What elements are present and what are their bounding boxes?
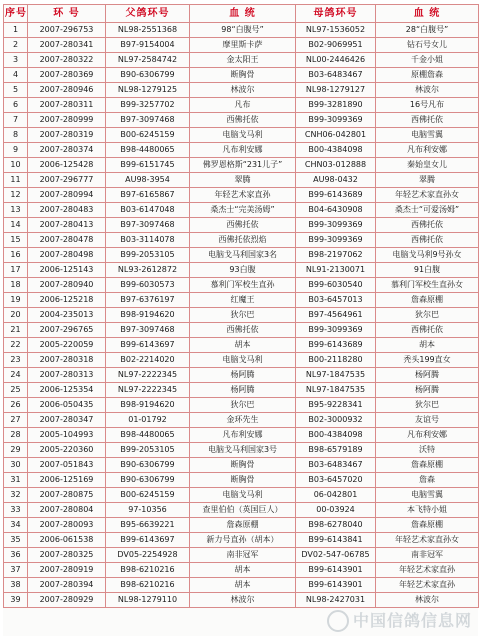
cell-sire-ring: B98-6210216 (106, 578, 190, 593)
cell-index: 12 (4, 188, 28, 203)
table-row (4, 353, 479, 368)
cell-sire-ring: B98-4480065 (106, 143, 190, 158)
cell-sire-ring: B99-2053105 (106, 443, 190, 458)
cell-dam-ring: 00-03924 (296, 503, 376, 518)
cell-sire-ring: B90-6306799 (106, 458, 190, 473)
cell-sire-ring: NL97-2222345 (106, 368, 190, 383)
table-header-row (4, 5, 479, 23)
cell-sire-ring: 01-01792 (106, 413, 190, 428)
cell-sire-ring: B02-2214020 (106, 353, 190, 368)
cell-dam-ring: B04-6430908 (296, 203, 376, 218)
cell-index: 15 (4, 233, 28, 248)
cell-ring-number: 2007-280313 (28, 368, 106, 383)
cell-dam-lineage: 林波尔 (376, 593, 479, 608)
cell-index: 14 (4, 218, 28, 233)
cell-index: 28 (4, 428, 28, 443)
cell-ring-number: 2007-280413 (28, 218, 106, 233)
cell-index: 5 (4, 83, 28, 98)
cell-dam-ring: CHN03-012888 (296, 158, 376, 173)
cell-sire-lineage: 红魔王 (190, 293, 296, 308)
cell-dam-lineage: 凡布利安娜 (376, 143, 479, 158)
cell-index: 23 (4, 353, 28, 368)
cell-dam-ring: CNH06-042801 (296, 128, 376, 143)
cell-sire-lineage: 南非冠军 (190, 548, 296, 563)
cell-dam-lineage: 友谊号 (376, 413, 479, 428)
cell-ring-number: 2007-280093 (28, 518, 106, 533)
cell-dam-lineage: 杨阿腾 (376, 383, 479, 398)
cell-sire-ring: B00-6245159 (106, 128, 190, 143)
cell-index: 3 (4, 53, 28, 68)
cell-sire-ring: NL98-1279125 (106, 83, 190, 98)
cell-dam-lineage: 南非冠军 (376, 548, 479, 563)
cell-sire-lineage: 电脑戈马利 (190, 128, 296, 143)
cell-dam-lineage: 詹森原棚 (376, 458, 479, 473)
cell-dam-ring: B02-3000932 (296, 413, 376, 428)
cell-sire-lineage: 胡本 (190, 563, 296, 578)
cell-dam-ring: B03-6457020 (296, 473, 376, 488)
cell-ring-number: 2007-296753 (28, 23, 106, 38)
table-row (4, 188, 479, 203)
table-row (4, 248, 479, 263)
cell-ring-number: 2007-280394 (28, 578, 106, 593)
table-row (4, 383, 479, 398)
cell-sire-ring: B00-6245159 (106, 488, 190, 503)
cell-ring-number: 2005-220059 (28, 338, 106, 353)
cell-ring-number: 2007-280322 (28, 53, 106, 68)
cell-index: 4 (4, 68, 28, 83)
cell-dam-ring: B00-2118280 (296, 353, 376, 368)
cell-dam-ring: B98-6278040 (296, 518, 376, 533)
cell-ring-number: 2007-280347 (28, 413, 106, 428)
cell-dam-ring: NL97-1847535 (296, 368, 376, 383)
pedigree-table (3, 4, 479, 608)
cell-ring-number: 2007-280919 (28, 563, 106, 578)
cell-dam-lineage: 秦始皇女儿 (376, 158, 479, 173)
cell-sire-lineage: 年轻艺术家直孙 (190, 188, 296, 203)
table-row (4, 488, 479, 503)
cell-dam-lineage: 年轻艺术家直孙 (376, 563, 479, 578)
cell-index: 33 (4, 503, 28, 518)
cell-sire-lineage: 狄尔巴 (190, 308, 296, 323)
cell-ring-number: 2007-280319 (28, 128, 106, 143)
cell-index: 7 (4, 113, 28, 128)
cell-sire-lineage: 翠腾 (190, 173, 296, 188)
cell-index: 27 (4, 413, 28, 428)
cell-sire-ring: B99-2053105 (106, 248, 190, 263)
cell-index: 22 (4, 338, 28, 353)
cell-sire-lineage: 詹森原棚 (190, 518, 296, 533)
cell-dam-lineage: 狄尔巴 (376, 398, 479, 413)
cell-ring-number: 2006-125218 (28, 293, 106, 308)
cell-index: 9 (4, 143, 28, 158)
cell-ring-number: 2005-104993 (28, 428, 106, 443)
cell-ring-number: 2004-235013 (28, 308, 106, 323)
header-ring-number: 环 号 (28, 5, 106, 23)
cell-sire-ring: B98-6210216 (106, 563, 190, 578)
table-row (4, 443, 479, 458)
table-row (4, 428, 479, 443)
table-row (4, 113, 479, 128)
cell-ring-number: 2007-280311 (28, 98, 106, 113)
cell-ring-number: 2007-280478 (28, 233, 106, 248)
cell-sire-ring: B98-9194620 (106, 398, 190, 413)
cell-dam-ring: NL97-1536052 (296, 23, 376, 38)
table-row (4, 83, 479, 98)
cell-index: 24 (4, 368, 28, 383)
cell-dam-lineage: 翠腾 (376, 173, 479, 188)
cell-ring-number: 2007-280369 (28, 68, 106, 83)
cell-index: 13 (4, 203, 28, 218)
table-row (4, 68, 479, 83)
cell-ring-number: 2007-280999 (28, 113, 106, 128)
cell-dam-ring: B03-6483467 (296, 458, 376, 473)
cell-ring-number: 2007-280318 (28, 353, 106, 368)
cell-index: 21 (4, 323, 28, 338)
table-row (4, 173, 479, 188)
table-row (4, 23, 479, 38)
cell-ring-number: 2007-296765 (28, 323, 106, 338)
cell-dam-ring: B99-6143901 (296, 563, 376, 578)
cell-ring-number: 2007-280325 (28, 548, 106, 563)
cell-ring-number: 2007-280804 (28, 503, 106, 518)
cell-sire-ring: AU98-3954 (106, 173, 190, 188)
cell-dam-ring: NL91-2130071 (296, 263, 376, 278)
cell-sire-lineage: 凡布利安娜 (190, 143, 296, 158)
table-row (4, 293, 479, 308)
cell-ring-number: 2007-051843 (28, 458, 106, 473)
cell-sire-lineage: 西佛托依 (190, 113, 296, 128)
cell-sire-ring: 97-10356 (106, 503, 190, 518)
cell-dam-lineage: 原棚詹森 (376, 68, 479, 83)
table-row (4, 128, 479, 143)
cell-sire-ring: B97-3097468 (106, 113, 190, 128)
table-row (4, 398, 479, 413)
cell-index: 39 (4, 593, 28, 608)
cell-index: 26 (4, 398, 28, 413)
cell-sire-ring: B99-6030573 (106, 278, 190, 293)
cell-sire-ring: B97-3097468 (106, 218, 190, 233)
cell-ring-number: 2006-125169 (28, 473, 106, 488)
cell-index: 36 (4, 548, 28, 563)
cell-ring-number: 2007-280498 (28, 248, 106, 263)
cell-ring-number: 2007-280929 (28, 593, 106, 608)
cell-sire-ring: B03-6147048 (106, 203, 190, 218)
cell-dam-ring: 06-042801 (296, 488, 376, 503)
table-row (4, 548, 479, 563)
cell-dam-lineage: 林波尔 (376, 83, 479, 98)
cell-sire-ring: B99-6151745 (106, 158, 190, 173)
cell-dam-ring: B99-3281890 (296, 98, 376, 113)
cell-dam-ring: B95-9228341 (296, 398, 376, 413)
cell-dam-lineage: 本飞特小姐 (376, 503, 479, 518)
cell-sire-lineage: 98“白腹号” (190, 23, 296, 38)
cell-sire-ring: NL97-2222345 (106, 383, 190, 398)
cell-sire-lineage: 摩里斯卡萨 (190, 38, 296, 53)
cell-index: 19 (4, 293, 28, 308)
header-sire-lineage: 血 统 (190, 5, 296, 23)
cell-index: 38 (4, 578, 28, 593)
cell-dam-ring: B03-6457013 (296, 293, 376, 308)
cell-sire-ring: B95-6639221 (106, 518, 190, 533)
cell-index: 8 (4, 128, 28, 143)
cell-sire-ring: B90-6306799 (106, 68, 190, 83)
cell-dam-ring: B99-3099369 (296, 233, 376, 248)
cell-sire-lineage: 金太阳王 (190, 53, 296, 68)
cell-dam-lineage: 16号凡布 (376, 98, 479, 113)
cell-dam-ring: B00-4384098 (296, 143, 376, 158)
table-row (4, 563, 479, 578)
cell-index: 31 (4, 473, 28, 488)
cell-sire-lineage: 断胸骨 (190, 68, 296, 83)
cell-ring-number: 2006-125428 (28, 158, 106, 173)
cell-dam-lineage: 西佛托依 (376, 113, 479, 128)
cell-dam-lineage: 西佛托依 (376, 323, 479, 338)
cell-index: 2 (4, 38, 28, 53)
cell-sire-lineage: 杨阿腾 (190, 383, 296, 398)
header-dam-lineage: 血 统 (376, 5, 479, 23)
cell-dam-ring: AU98-0432 (296, 173, 376, 188)
cell-sire-lineage: 新力号直孙（胡本） (190, 533, 296, 548)
cell-sire-lineage: 狄尔巴 (190, 398, 296, 413)
table-row (4, 338, 479, 353)
table-row (4, 308, 479, 323)
table-row (4, 203, 479, 218)
cell-index: 29 (4, 443, 28, 458)
header-dam-ring: 母鸽环号 (296, 5, 376, 23)
cell-sire-ring: B99-6143697 (106, 338, 190, 353)
cell-dam-lineage: 91白腹 (376, 263, 479, 278)
cell-sire-lineage: 断胸骨 (190, 473, 296, 488)
cell-dam-lineage: 桑杰士“可爱汤姆” (376, 203, 479, 218)
cell-sire-lineage: 西佛托依 (190, 218, 296, 233)
cell-dam-ring: B97-4564961 (296, 308, 376, 323)
cell-sire-ring: B99-3257702 (106, 98, 190, 113)
cell-sire-lineage: 断胸骨 (190, 458, 296, 473)
cell-ring-number: 2005-220360 (28, 443, 106, 458)
cell-dam-ring: DV02-547-06785 (296, 548, 376, 563)
table-row (4, 518, 479, 533)
cell-sire-ring: NL98-1279110 (106, 593, 190, 608)
cell-dam-lineage: 年轻艺术家直孙 (376, 578, 479, 593)
cell-ring-number: 2006-125143 (28, 263, 106, 278)
cell-sire-ring: B03-3114078 (106, 233, 190, 248)
cell-ring-number: 2006-050435 (28, 398, 106, 413)
cell-ring-number: 2006-061538 (28, 533, 106, 548)
cell-index: 17 (4, 263, 28, 278)
cell-ring-number: 2007-280875 (28, 488, 106, 503)
cell-sire-lineage: 电脑戈马利国家3号 (190, 443, 296, 458)
cell-dam-lineage: 千金小姐 (376, 53, 479, 68)
cell-sire-lineage: 佛罗恩格斯“231儿子” (190, 158, 296, 173)
cell-sire-lineage: 电脑戈马利国家3名 (190, 248, 296, 263)
cell-dam-lineage: 狄尔巴 (376, 308, 479, 323)
cell-sire-ring: NL93-2612872 (106, 263, 190, 278)
pedigree-document (3, 4, 478, 636)
table-row (4, 368, 479, 383)
cell-dam-lineage: 凡布利安娜 (376, 428, 479, 443)
header-index: 序号 (4, 5, 28, 23)
cell-dam-lineage: 西佛托依 (376, 218, 479, 233)
table-row (4, 143, 479, 158)
cell-dam-lineage: 电脑雪翼 (376, 128, 479, 143)
cell-dam-ring: NL98-2427031 (296, 593, 376, 608)
cell-dam-lineage: 沃特 (376, 443, 479, 458)
cell-sire-ring: NL98-2551368 (106, 23, 190, 38)
table-row (4, 263, 479, 278)
cell-ring-number: 2007-296777 (28, 173, 106, 188)
table-row (4, 158, 479, 173)
cell-ring-number: 2006-125354 (28, 383, 106, 398)
table-row (4, 458, 479, 473)
table-row (4, 413, 479, 428)
cell-sire-ring: NL97-2584742 (106, 53, 190, 68)
table-row (4, 98, 479, 113)
cell-index: 35 (4, 533, 28, 548)
cell-dam-ring: B99-3099369 (296, 113, 376, 128)
cell-index: 20 (4, 308, 28, 323)
cell-sire-lineage: 西佛托依烈焰 (190, 233, 296, 248)
cell-index: 32 (4, 488, 28, 503)
table-body (4, 23, 479, 608)
cell-sire-lineage: 西佛托依 (190, 323, 296, 338)
cell-index: 25 (4, 383, 28, 398)
cell-dam-lineage: 秃头199直女 (376, 353, 479, 368)
cell-dam-lineage: 詹森原棚 (376, 518, 479, 533)
cell-index: 30 (4, 458, 28, 473)
cell-dam-lineage: 年轻艺术家直孙女 (376, 188, 479, 203)
cell-sire-ring: B98-9194620 (106, 308, 190, 323)
cell-index: 10 (4, 158, 28, 173)
table-row (4, 473, 479, 488)
cell-sire-lineage: 桑杰士“完美汤姆” (190, 203, 296, 218)
table-row (4, 53, 479, 68)
cell-sire-ring: B99-6143697 (106, 533, 190, 548)
cell-sire-lineage: 胡本 (190, 338, 296, 353)
cell-index: 16 (4, 248, 28, 263)
cell-ring-number: 2007-280940 (28, 278, 106, 293)
cell-dam-ring: B02-9069951 (296, 38, 376, 53)
cell-sire-lineage: 凡布 (190, 98, 296, 113)
table-row (4, 503, 479, 518)
cell-dam-lineage: 慕利门军校生直孙女 (376, 278, 479, 293)
cell-sire-lineage: 林波尔 (190, 593, 296, 608)
table-row (4, 323, 479, 338)
cell-dam-lineage: 28“白腹号” (376, 23, 479, 38)
table-row (4, 233, 479, 248)
watermark (327, 608, 472, 633)
cell-index: 18 (4, 278, 28, 293)
cell-sire-ring: B97-9154004 (106, 38, 190, 53)
table-row (4, 593, 479, 608)
cell-dam-lineage: 詹森 (376, 473, 479, 488)
table-row (4, 38, 479, 53)
cell-dam-ring: B98-2197062 (296, 248, 376, 263)
cell-sire-lineage: 电脑戈马利 (190, 488, 296, 503)
cell-index: 1 (4, 23, 28, 38)
cell-ring-number: 2007-280374 (28, 143, 106, 158)
cell-sire-lineage: 林波尔 (190, 83, 296, 98)
cell-sire-lineage: 杨阿腾 (190, 368, 296, 383)
cell-dam-ring: B99-3099369 (296, 218, 376, 233)
cell-dam-ring: NL98-1279127 (296, 83, 376, 98)
cell-dam-ring: B99-3099369 (296, 323, 376, 338)
cell-dam-ring: B98-6579189 (296, 443, 376, 458)
cell-dam-lineage: 电脑戈马利9号孙女 (376, 248, 479, 263)
cell-dam-lineage: 胡本 (376, 338, 479, 353)
cell-sire-lineage: 胡本 (190, 578, 296, 593)
cell-sire-ring: B98-4480065 (106, 428, 190, 443)
cell-dam-lineage: 钻石号女儿 (376, 38, 479, 53)
cell-dam-lineage: 电脑雪翼 (376, 488, 479, 503)
cell-dam-ring: B00-4384098 (296, 428, 376, 443)
cell-dam-ring: NL97-1847535 (296, 383, 376, 398)
table-row (4, 578, 479, 593)
cell-index: 11 (4, 173, 28, 188)
header-sire-ring: 父鸽环号 (106, 5, 190, 23)
cell-sire-lineage: 电脑戈马利 (190, 353, 296, 368)
cell-dam-ring: B99-6143901 (296, 578, 376, 593)
cell-dam-ring: NL00-2446426 (296, 53, 376, 68)
cell-ring-number: 2007-280483 (28, 203, 106, 218)
cell-sire-lineage: 查里伯伯（英国巨人） (190, 503, 296, 518)
cell-sire-ring: B97-6376197 (106, 293, 190, 308)
cell-dam-ring: B03-6483467 (296, 68, 376, 83)
cell-sire-lineage: 金环先生 (190, 413, 296, 428)
table-row (4, 278, 479, 293)
cell-sire-ring: B97-3097468 (106, 323, 190, 338)
cell-index: 37 (4, 563, 28, 578)
cell-dam-ring: B99-6030540 (296, 278, 376, 293)
watermark-text: 中国信鸽信息网 (352, 610, 472, 630)
cell-dam-lineage: 詹森原棚 (376, 293, 479, 308)
cell-sire-ring: B97-6165867 (106, 188, 190, 203)
cell-dam-lineage: 杨阿腾 (376, 368, 479, 383)
cell-dam-ring: B99-6143689 (296, 338, 376, 353)
cell-sire-lineage: 慕利门军校生直孙 (190, 278, 296, 293)
cell-ring-number: 2007-280994 (28, 188, 106, 203)
cell-sire-lineage: 93白腹 (190, 263, 296, 278)
watermark-logo-icon (327, 610, 349, 632)
cell-sire-ring: B90-6306799 (106, 473, 190, 488)
cell-index: 34 (4, 518, 28, 533)
cell-ring-number: 2007-280341 (28, 38, 106, 53)
cell-sire-ring: DV05-2254928 (106, 548, 190, 563)
table-row (4, 218, 479, 233)
cell-dam-lineage: 年轻艺术家直孙女 (376, 533, 479, 548)
cell-dam-ring: B99-6143841 (296, 533, 376, 548)
cell-sire-lineage: 凡布利安娜 (190, 428, 296, 443)
cell-dam-lineage: 西佛托依 (376, 233, 479, 248)
cell-ring-number: 2007-280946 (28, 83, 106, 98)
cell-dam-ring: B99-6143689 (296, 188, 376, 203)
cell-index: 6 (4, 98, 28, 113)
table-row (4, 533, 479, 548)
